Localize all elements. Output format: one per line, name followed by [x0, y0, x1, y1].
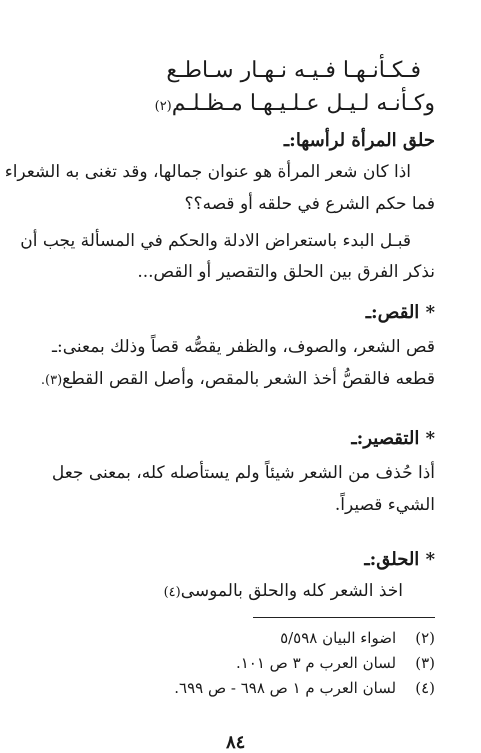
footnote-ref-2: (٢) [154, 99, 172, 114]
section-heading-shaving-head: حلق المرأة لرأسها:ـ [283, 130, 435, 151]
paragraph-text: قطعه فالقصُّ أخذ الشعر بالمقص، وأصل القص القطع [62, 369, 435, 389]
paragraph-line [164, 583, 403, 600]
section-heading-cutting: * القص:ـ [365, 302, 435, 323]
footnote-item [174, 681, 435, 696]
paragraph-line: قص الشعر، والصوف، والظفر يقصُّه قصاً وذلك بمعنى:ـ [52, 337, 435, 357]
verse-line-2 [155, 93, 435, 115]
footnote-text: لسان العرب م ١ ص ٦٩٨ - ص ٦٩٩. [174, 679, 397, 697]
footnote-text: اضواء البيان ٥/٥٩٨ [280, 629, 397, 647]
paragraph-text: اخذ الشعر كله والحلق بالموسى [180, 581, 403, 601]
page-number: ٨٤ [226, 732, 246, 753]
paragraph-line: أذا حُذف من الشعر شيئاً ولم يستأصله كله، بمعنى جعل [51, 463, 435, 483]
footnote-number: (٣) [415, 654, 435, 672]
verse-line-2-text: وكـأنـه لـيـل عـلـيـهـا مـظـلـم [171, 91, 435, 116]
footnote-ref-3: (٣). [40, 373, 63, 388]
footnote-text: لسان العرب م ٣ ص ١٠١. [235, 654, 397, 672]
section-heading-shaving: * الحلق:ـ [364, 549, 435, 570]
paragraph-line [41, 371, 435, 388]
paragraph-line: الشيء قصيراً. [334, 495, 435, 515]
section-heading-shortening: * التقصير:ـ [351, 428, 435, 449]
footnote-ref-4: (٤) [163, 585, 181, 600]
footnote-item [280, 631, 435, 646]
paragraph-line: قبـل البدء باستعراض الادلة والحكم في المسألة يجب أن [20, 231, 411, 251]
footnote-number: (٢) [415, 629, 435, 647]
paragraph-line: نذكر الفرق بين الحلق والتقصير أو القص... [137, 262, 435, 282]
footnote-number: (٤) [415, 679, 435, 697]
paragraph-line: فما حكم الشرع في حلقه أو قصه؟؟ [184, 194, 435, 214]
paragraph-line: اذا كان شعر المرأة هو عنوان جمالها، وقد تغنى به الشعراء [4, 162, 411, 182]
footnote-item [236, 656, 435, 671]
footnote-divider [253, 617, 435, 618]
verse-line-1: فـكـأنـهـا فـيـه نـهـار سـاطـع [166, 58, 421, 83]
